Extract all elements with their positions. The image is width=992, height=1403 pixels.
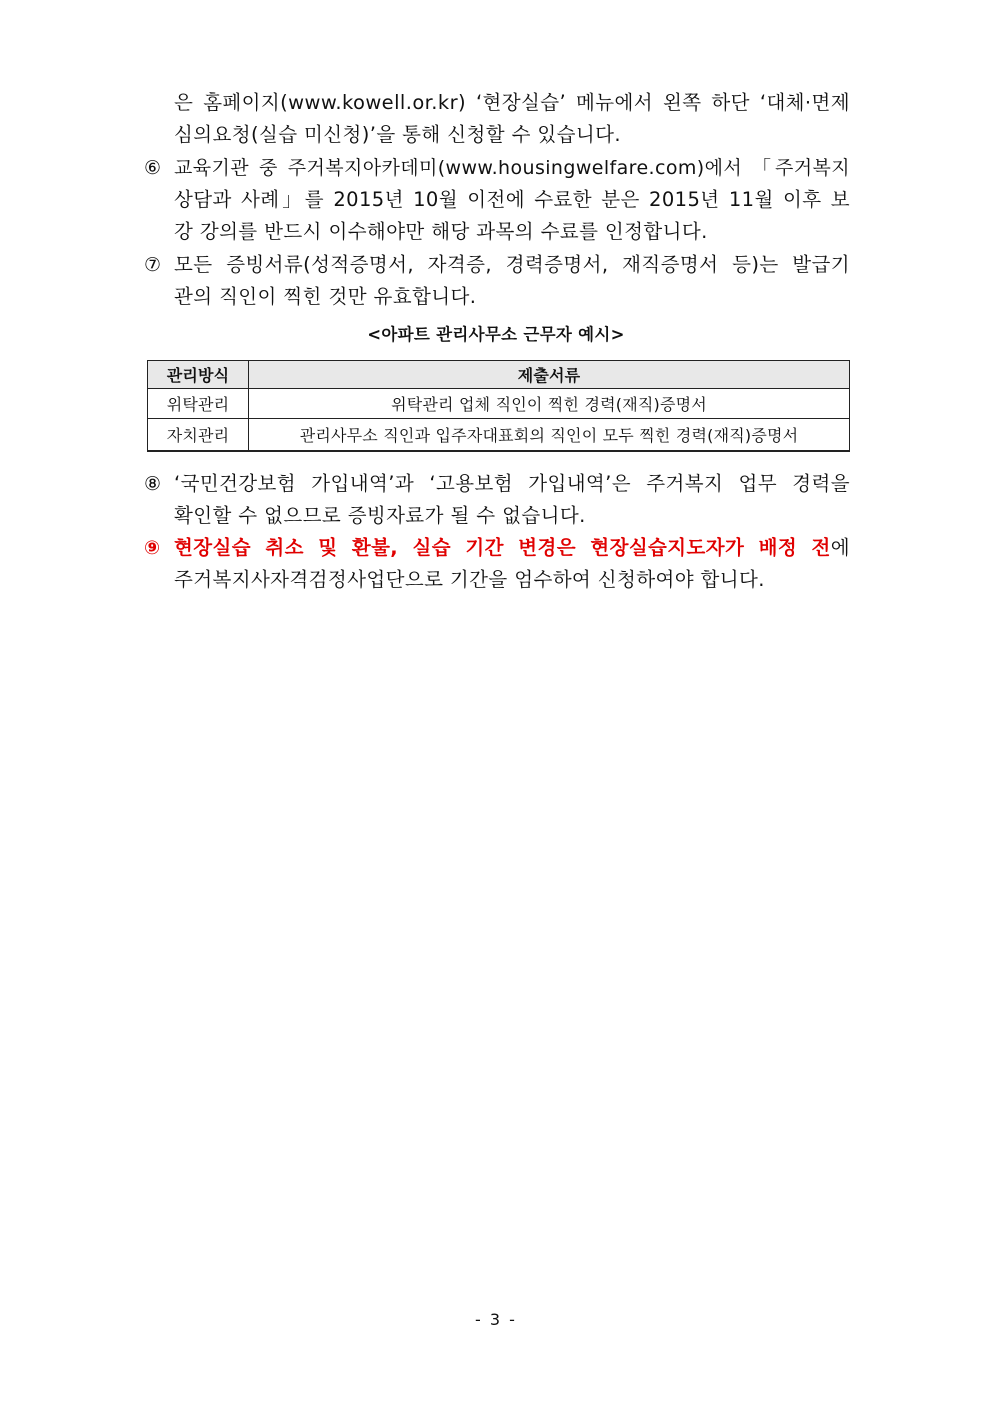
item-7-line-1: 모든 증빙서류(성적증명서, 자격증, 경력증명서, 재직증명서 등)는 발급기 [174,253,850,276]
table-header-row [148,361,850,389]
item-8-marker: ⑧ [144,473,162,495]
item-6-marker: ⑥ [144,157,162,179]
page-number: - 3 - [475,1310,517,1329]
item-6-line-2: 상담과 사례」를 2015년 10월 이전에 수료한 분은 2015년 11월 이후 보 [174,188,850,211]
example-table [147,360,850,452]
table-cell-method: 위탁관리 [148,389,249,419]
intro-line-1: 은 홈페이지(www.kowell.or.kr) ‘현장실습’ 메뉴에서 왼쪽 하단 ‘대체·면제 [174,91,850,114]
item-9-tail: 에 [830,536,850,559]
item-7-marker: ⑦ [144,254,162,276]
item-9-marker: ⑨ [144,537,161,559]
table-cell-documents: 위탁관리 업체 직인이 찍힌 경력(재직)증명서 [249,389,850,419]
item-9-highlight: 현장실습 취소 및 환불, 실습 기간 변경은 현장실습지도자가 배정 전 [174,536,831,559]
item-8-line-1: ‘국민건강보험 가입내역’과 ‘고용보험 가입내역’은 주거복지 업무 경력을 [174,472,850,495]
item-7-line-2: 관의 직인이 찍힌 것만 유효합니다. [174,285,477,308]
item-6-line-1: 교육기관 중 주거복지아카데미(www.housingwelfare.com)에서 「주거복지 [174,157,850,179]
table-header-documents: 제출서류 [249,361,850,389]
table-cell-documents: 관리사무소 직인과 입주자대표회의 직인이 모두 찍힌 경력(재직)증명서 [249,419,850,452]
table-caption: <아파트 관리사무소 근무자 예시> [367,325,625,344]
item-9-line-2: 주거복지사자격검정사업단으로 기간을 엄수하여 신청하여야 합니다. [174,568,765,591]
table-header-method: 관리방식 [148,361,249,389]
item-6-line-3: 강 강의를 반드시 이수해야만 해당 과목의 수료를 인정합니다. [174,220,708,243]
table-cell-method: 자치관리 [148,419,249,452]
item-9-line-1 [174,536,850,560]
table-row [148,389,850,419]
intro-line-2: 심의요청(실습 미신청)’을 통해 신청할 수 있습니다. [174,123,621,146]
table-row [148,419,850,452]
item-8-line-2: 확인할 수 없으므로 증빙자료가 될 수 없습니다. [174,504,586,527]
